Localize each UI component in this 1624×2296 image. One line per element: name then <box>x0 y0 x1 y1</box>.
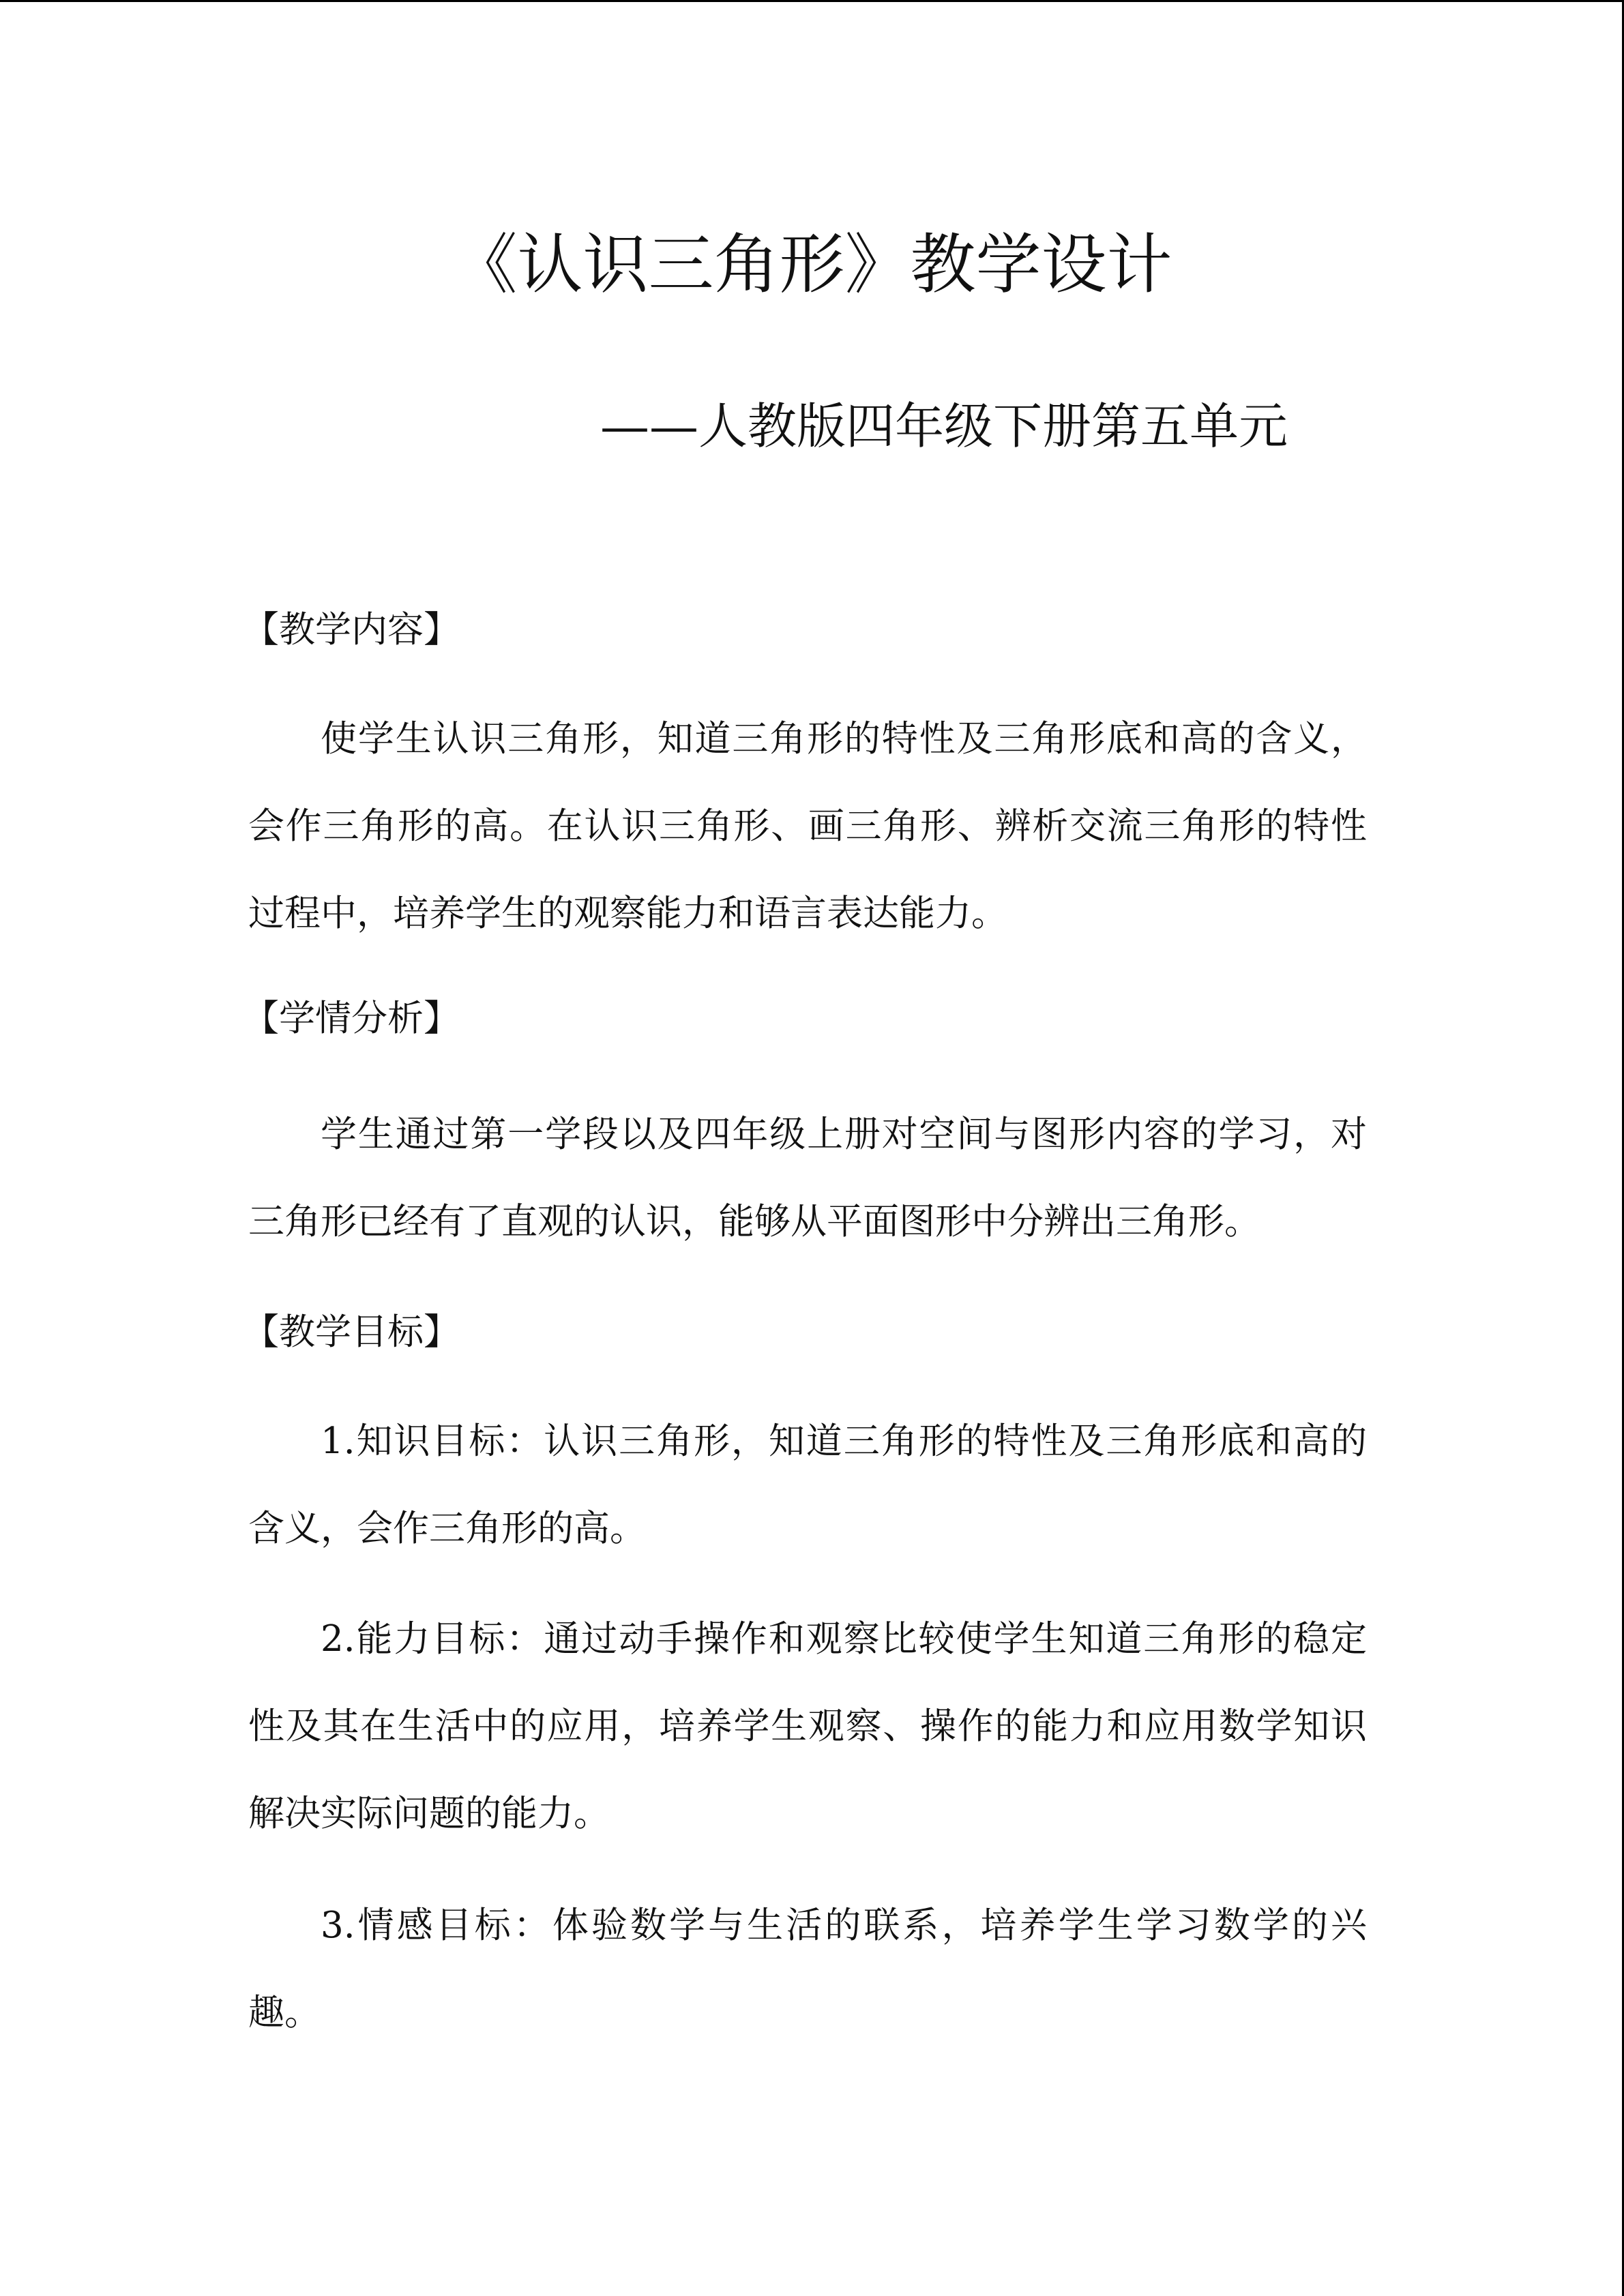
paragraph-ability-goal: 2.能力目标：通过动手操作和观察比较使学生知道三角形的稳定性及其在生活中的应用，培养学生观察、操作的能力和应用数学知识解决实际问题的能力。 <box>248 1618 1367 1834</box>
document-title: 《认识三角形》教学设计 <box>452 226 1172 303</box>
section-heading-teaching-content: 【教学内容】 <box>243 609 460 651</box>
section-heading-teaching-goals: 【教学目标】 <box>243 1311 460 1353</box>
page-top-border <box>0 0 1624 2</box>
paragraph-student-analysis: 学生通过第一学段以及四年级上册对空间与图形内容的学习，对三角形已经有了直观的认识，能够从平面图形中分辨出三角形。 <box>248 1114 1367 1242</box>
paragraph-teaching-content: 使学生认识三角形，知道三角形的特性及三角形底和高的含义，会作三角形的高。在认识三角形、画三角形、辨析交流三角形的特性过程中，培养学生的观察能力和语言表达能力。 <box>248 718 1367 934</box>
paragraph-emotion-goal: 3.情感目标：体验数学与生活的联系，培养学生学习数学的兴趣。 <box>248 1905 1367 2033</box>
document-subtitle: ——人教版四年级下册第五单元 <box>600 398 1288 455</box>
paragraph-knowledge-goal: 1.知识目标：认识三角形，知道三角形的特性及三角形底和高的含义，会作三角形的高。 <box>248 1420 1367 1549</box>
section-heading-student-analysis: 【学情分析】 <box>243 998 460 1039</box>
